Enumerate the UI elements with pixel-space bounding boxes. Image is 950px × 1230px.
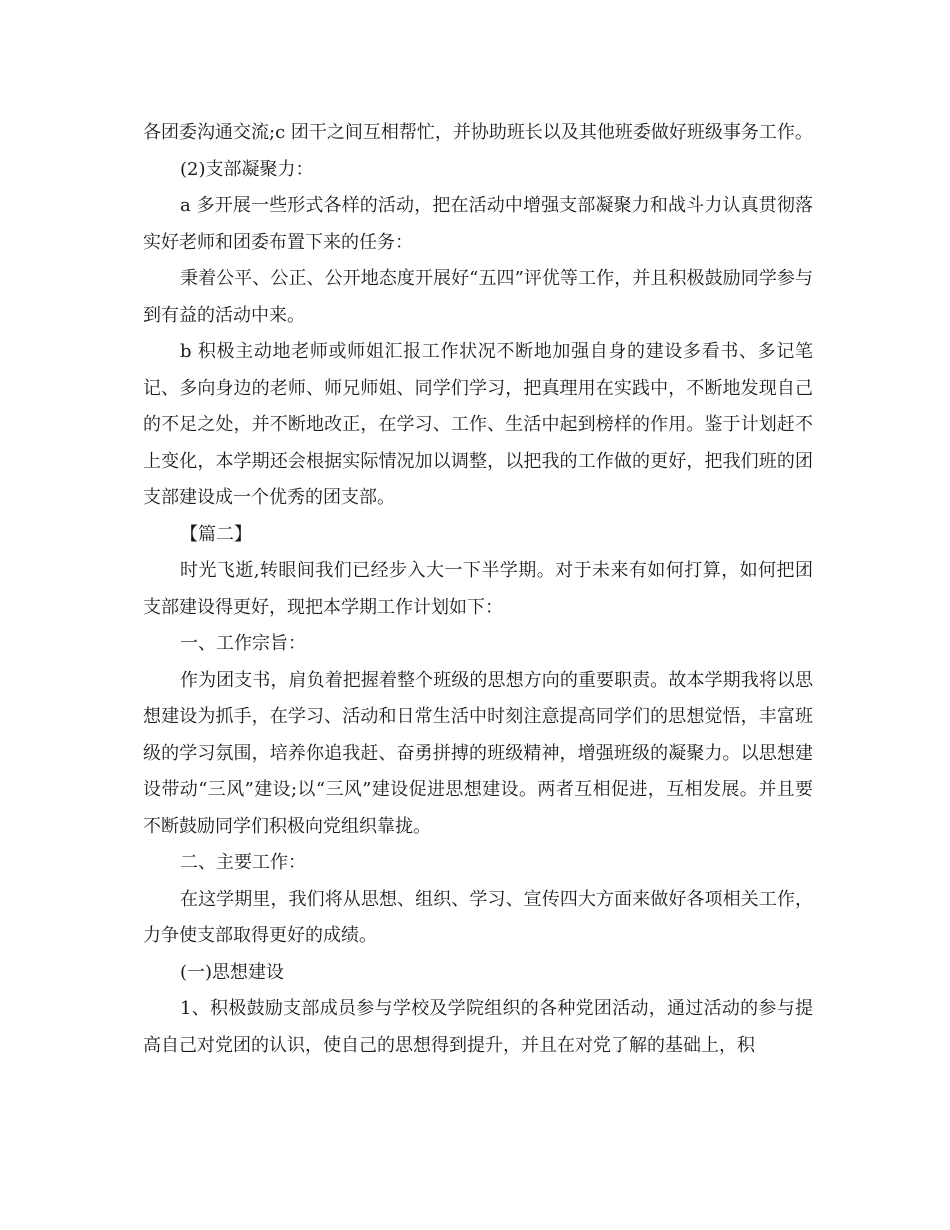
section-heading-purpose: 一、工作宗旨： bbox=[180, 633, 306, 654]
paragraph: b 积极主动地老师或师姐汇报工作状况不断地加强自身的建设多看书、多记笔记、多向身边的老师、师兄师姐、同学们学习，把真理用在实践中，不断地发现自己的不足之处，并不断地改正，在学习、工作、生活中起到榜样的作用。鉴于计划赶不上变化，本学期还会根据实际情况加以调整，以把我的工作做的更好，把我们班的团支部建设成一个优秀的团支部。 bbox=[143, 341, 813, 508]
paragraph: a 多开展一些形式各样的活动，把在活动中增强支部凝聚力和战斗力认真贯彻落实好老师和团委布置下来的任务： bbox=[143, 195, 813, 253]
paragraph: 时光飞逝,转眼间我们已经步入大一下半学期。对于未来有如何打算，如何把团支部建设得更好，现把本学期工作计划如下： bbox=[143, 560, 813, 618]
paragraph-heading-cohesion: (2)支部凝聚力： bbox=[180, 158, 314, 180]
subsection-heading-ideology: (一)思想建设 bbox=[180, 961, 285, 983]
paragraph: 在这学期里，我们将从思想、组织、学习、宣传四大方面来做好各项相关工作，力争使支部取得更好的成绩。 bbox=[143, 888, 813, 946]
section-heading-part-two: 【篇二】 bbox=[180, 523, 252, 545]
paragraph: 1、积极鼓励支部成员参与学校及学院组织的各种党团活动，通过活动的参与提高自己对党团的认识，使自己的思想得到提升，并且在对党了解的基础上，积 bbox=[143, 998, 813, 1056]
document-body bbox=[143, 115, 813, 1064]
paragraph: 作为团支书，肩负着把握着整个班级的思想方向的重要职责。故本学期我将以思想建设为抓手，在学习、活动和日常生活中时刻注意提高同学们的思想觉悟，丰富班级的学习氛围，培养你追我赶、奋勇拼搏的班级精神，增强班级的凝聚力。以思想建设带动“三风”建设;以“三风”建设促进思想建设。两者互相促进，互相发展。并且要不断鼓励同学们积极向党组织靠拢。 bbox=[143, 669, 813, 837]
section-heading-main-work: 二、主要工作： bbox=[180, 852, 306, 873]
paragraph-continuation: 各团委沟通交流;c 团干之间互相帮忙，并协助班长以及其他班委做好班级事务工作。 bbox=[143, 122, 813, 143]
paragraph: 秉着公平、公正、公开地态度开展好“五四”评优等工作，并且积极鼓励同学参与到有益的活动中来。 bbox=[143, 268, 813, 326]
